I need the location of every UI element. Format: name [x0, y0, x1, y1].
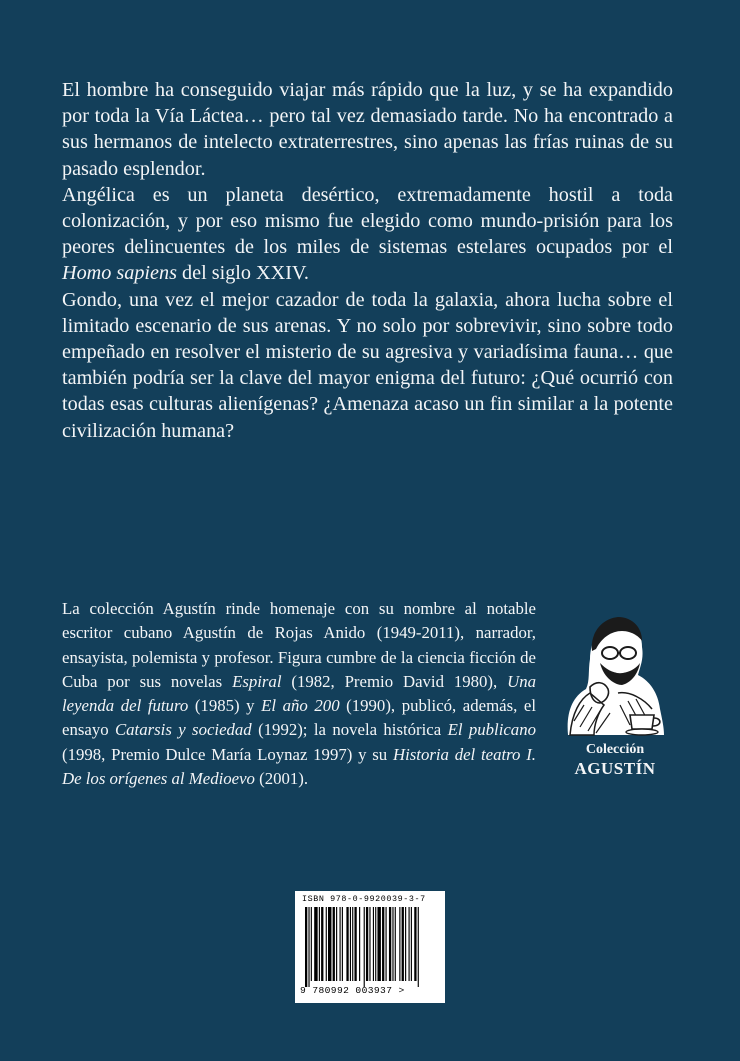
barcode-bar [382, 907, 384, 981]
barcode-bar [321, 907, 323, 981]
bio-title-leyenda: Una leyenda del futuro [62, 671, 537, 716]
bio-text-4: (1990), publicó, además, el ensayo [62, 696, 537, 740]
isbn-label: ISBN 978-0-9920039-3-7 [302, 894, 426, 904]
barcode-bar [350, 907, 351, 981]
barcode-bar [369, 907, 370, 981]
barcode-bar [405, 907, 406, 981]
isbn-barcode [295, 891, 445, 1003]
bio-text-5: (1992); la novela histórica [251, 720, 448, 740]
barcode-bar [354, 907, 356, 981]
bio-text-7: (2001). [254, 769, 309, 789]
barcode-bar [411, 907, 412, 981]
blurb-paragraph-3: Gondo, una vez el mejor cazador de toda la galaxia, ahora lucha sobre el limitado escenario de sus arenas. Y no solo por sobrevivir, sino sobre todo empeñado en resolver el misterio de su agresiva y variadísima fauna… que también podría ser la clave del mayor enigma del futuro: ¿Qué ocurrió con todas esas culturas alienígenas? ¿Amenaza acaso un fin similar a la potente civilización humana? [62, 288, 673, 442]
bio-text-1: La colección Agustín rinde homenaje con su nombre al notable escritor cubano Agustín de Rojas Anido (1949-2011), narrador, ensayista, polemista y profesor. Figura cumbre de la ciencia ficción de Cuba por sus novelas [62, 599, 536, 691]
bio-title-catarsis: Catarsis y sociedad [114, 720, 252, 740]
blurb-paragraph-1: El hombre ha conseguido viajar más rápido que la luz, y se ha expandido por toda la Vía Láctea… pero tal vez demasiado tarde. No ha encontrado a sus hermanos de intelecto extraterrestres, sino apenas las frías ruinas de su pasado esplendor. [62, 79, 673, 180]
barcode-bar [319, 907, 320, 981]
barcode-bar [314, 907, 317, 981]
barcode-bar [399, 907, 400, 981]
bio-title-ano200: El año 200 [261, 696, 340, 716]
bio-text-6: (1998, Premio Dulce María Loynaz 1997) y su [62, 744, 393, 764]
barcode-bar [375, 907, 376, 981]
blurb-p2-italic: Homo sapiens [62, 262, 177, 285]
barcode-bar [305, 907, 307, 987]
barcode-bar [346, 907, 348, 981]
bio-title-publicano: El publicano [447, 720, 536, 740]
bio-title-espiral: Espiral [232, 671, 282, 691]
blurb-p2-text-b: del siglo XXIV. [176, 262, 309, 285]
collection-name: AGUSTÍN [574, 759, 656, 778]
barcode-bar [364, 907, 365, 987]
barcode-bar [352, 907, 353, 981]
barcode-bar [336, 907, 337, 981]
barcode-bar [359, 907, 360, 981]
barcode-bar [418, 907, 419, 987]
bio-text-2: (1982, Premio David 1980), [281, 671, 508, 691]
barcode-bar [402, 907, 404, 981]
barcode-bar [311, 907, 312, 981]
barcode-bar [328, 907, 331, 981]
collection-label: Colección [585, 742, 645, 757]
barcode-bar [366, 907, 368, 981]
barcode-digits: 9 780992 003937 > [300, 985, 405, 996]
barcode-bar [414, 907, 416, 981]
back-cover-blurb [62, 77, 673, 444]
barcode-bar [392, 907, 393, 981]
barcode-bar [377, 907, 380, 981]
barcode-bar [386, 907, 387, 981]
barcode-bar [333, 907, 335, 981]
barcode-bar [389, 907, 391, 981]
barcode-bar [340, 907, 341, 981]
barcode-bar [395, 907, 396, 981]
barcode-bar [373, 907, 374, 981]
portrait-icon [560, 601, 670, 737]
bio-title-historia: Historia del teatro I. De los orígenes al Medioevo [62, 744, 536, 789]
collection-logo [560, 601, 670, 791]
barcode-bar [342, 907, 343, 981]
barcode-bar [326, 907, 327, 981]
barcode-bar [409, 907, 410, 981]
barcode-bar [308, 907, 309, 987]
blurb-p2-text-a: Angélica es un planeta desértico, extremadamente hostil a toda colonización, y por eso mismo fue elegido como mundo-prisión para los peores delincuentes de los miles de sistemas estelares ocupados por el [62, 183, 673, 259]
blurb-paragraph-2 [62, 182, 673, 287]
bio-text-3: (1985) y [188, 696, 262, 716]
barcode-bars [301, 907, 439, 987]
collection-bio [62, 597, 536, 791]
